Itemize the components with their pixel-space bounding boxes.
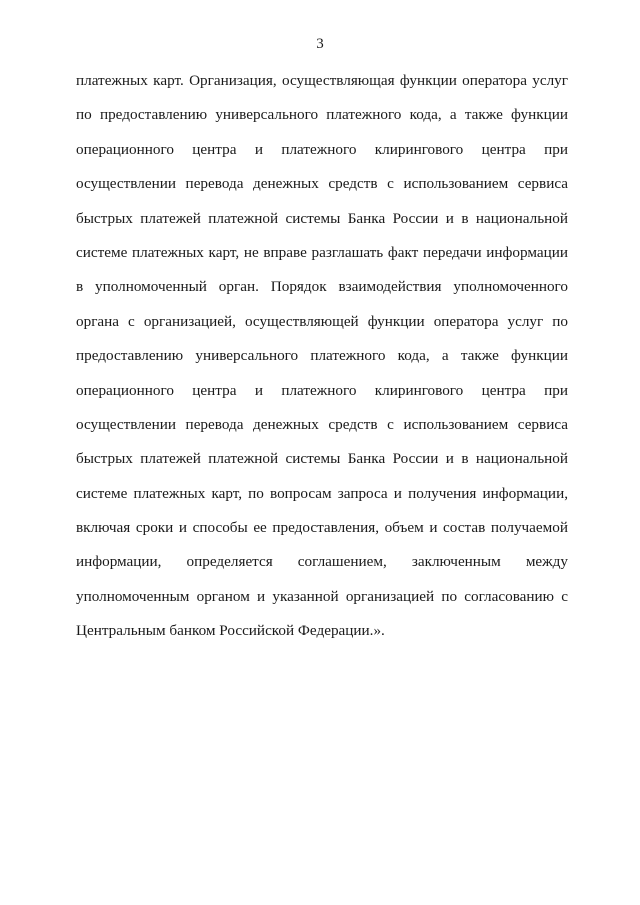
text-line-9: предоставлению универсального платежного кода, а также функции	[76, 347, 568, 365]
text-line-13: системе платежных карт, по вопросам запроса и получения информации,	[76, 484, 568, 502]
text-line-11: осуществлении перевода денежных средств с использованием сервиса	[76, 415, 568, 433]
page-number: 3	[316, 36, 324, 52]
document-body-text	[76, 69, 568, 654]
text-line-10: операционного центра и платежного клирингового центра при	[76, 381, 568, 399]
text-line-17: Центральным банком Российской Федерации.».	[76, 622, 385, 640]
text-line-16: уполномоченным органом и указанной организацией по согласованию с	[76, 587, 568, 605]
text-line-14: включая сроки и способы ее предоставления, объем и состав получаемой	[76, 519, 568, 537]
text-line-4: осуществлении перевода денежных средств с использованием сервиса	[76, 175, 568, 193]
text-line-12: быстрых платежей платежной системы Банка России и в национальной	[76, 450, 568, 468]
text-line-5: быстрых платежей платежной системы Банка России и в национальной	[76, 209, 568, 227]
text-line-2: по предоставлению универсального платежного кода, а также функции	[76, 106, 568, 124]
text-line-1: платежных карт. Организация, осуществляющая функции оператора услуг	[76, 72, 568, 89]
text-line-3: операционного центра и платежного клирингового центра при	[76, 140, 568, 158]
text-line-6: системе платежных карт, не вправе разглашать факт передачи информации	[76, 243, 568, 261]
text-line-15: информации, определяется соглашением, заключенным между	[76, 553, 568, 571]
text-line-8: органа с организацией, осуществляющей функции оператора услуг по	[76, 312, 568, 330]
text-line-7: в уполномоченный орган. Порядок взаимодействия уполномоченного	[76, 278, 568, 296]
